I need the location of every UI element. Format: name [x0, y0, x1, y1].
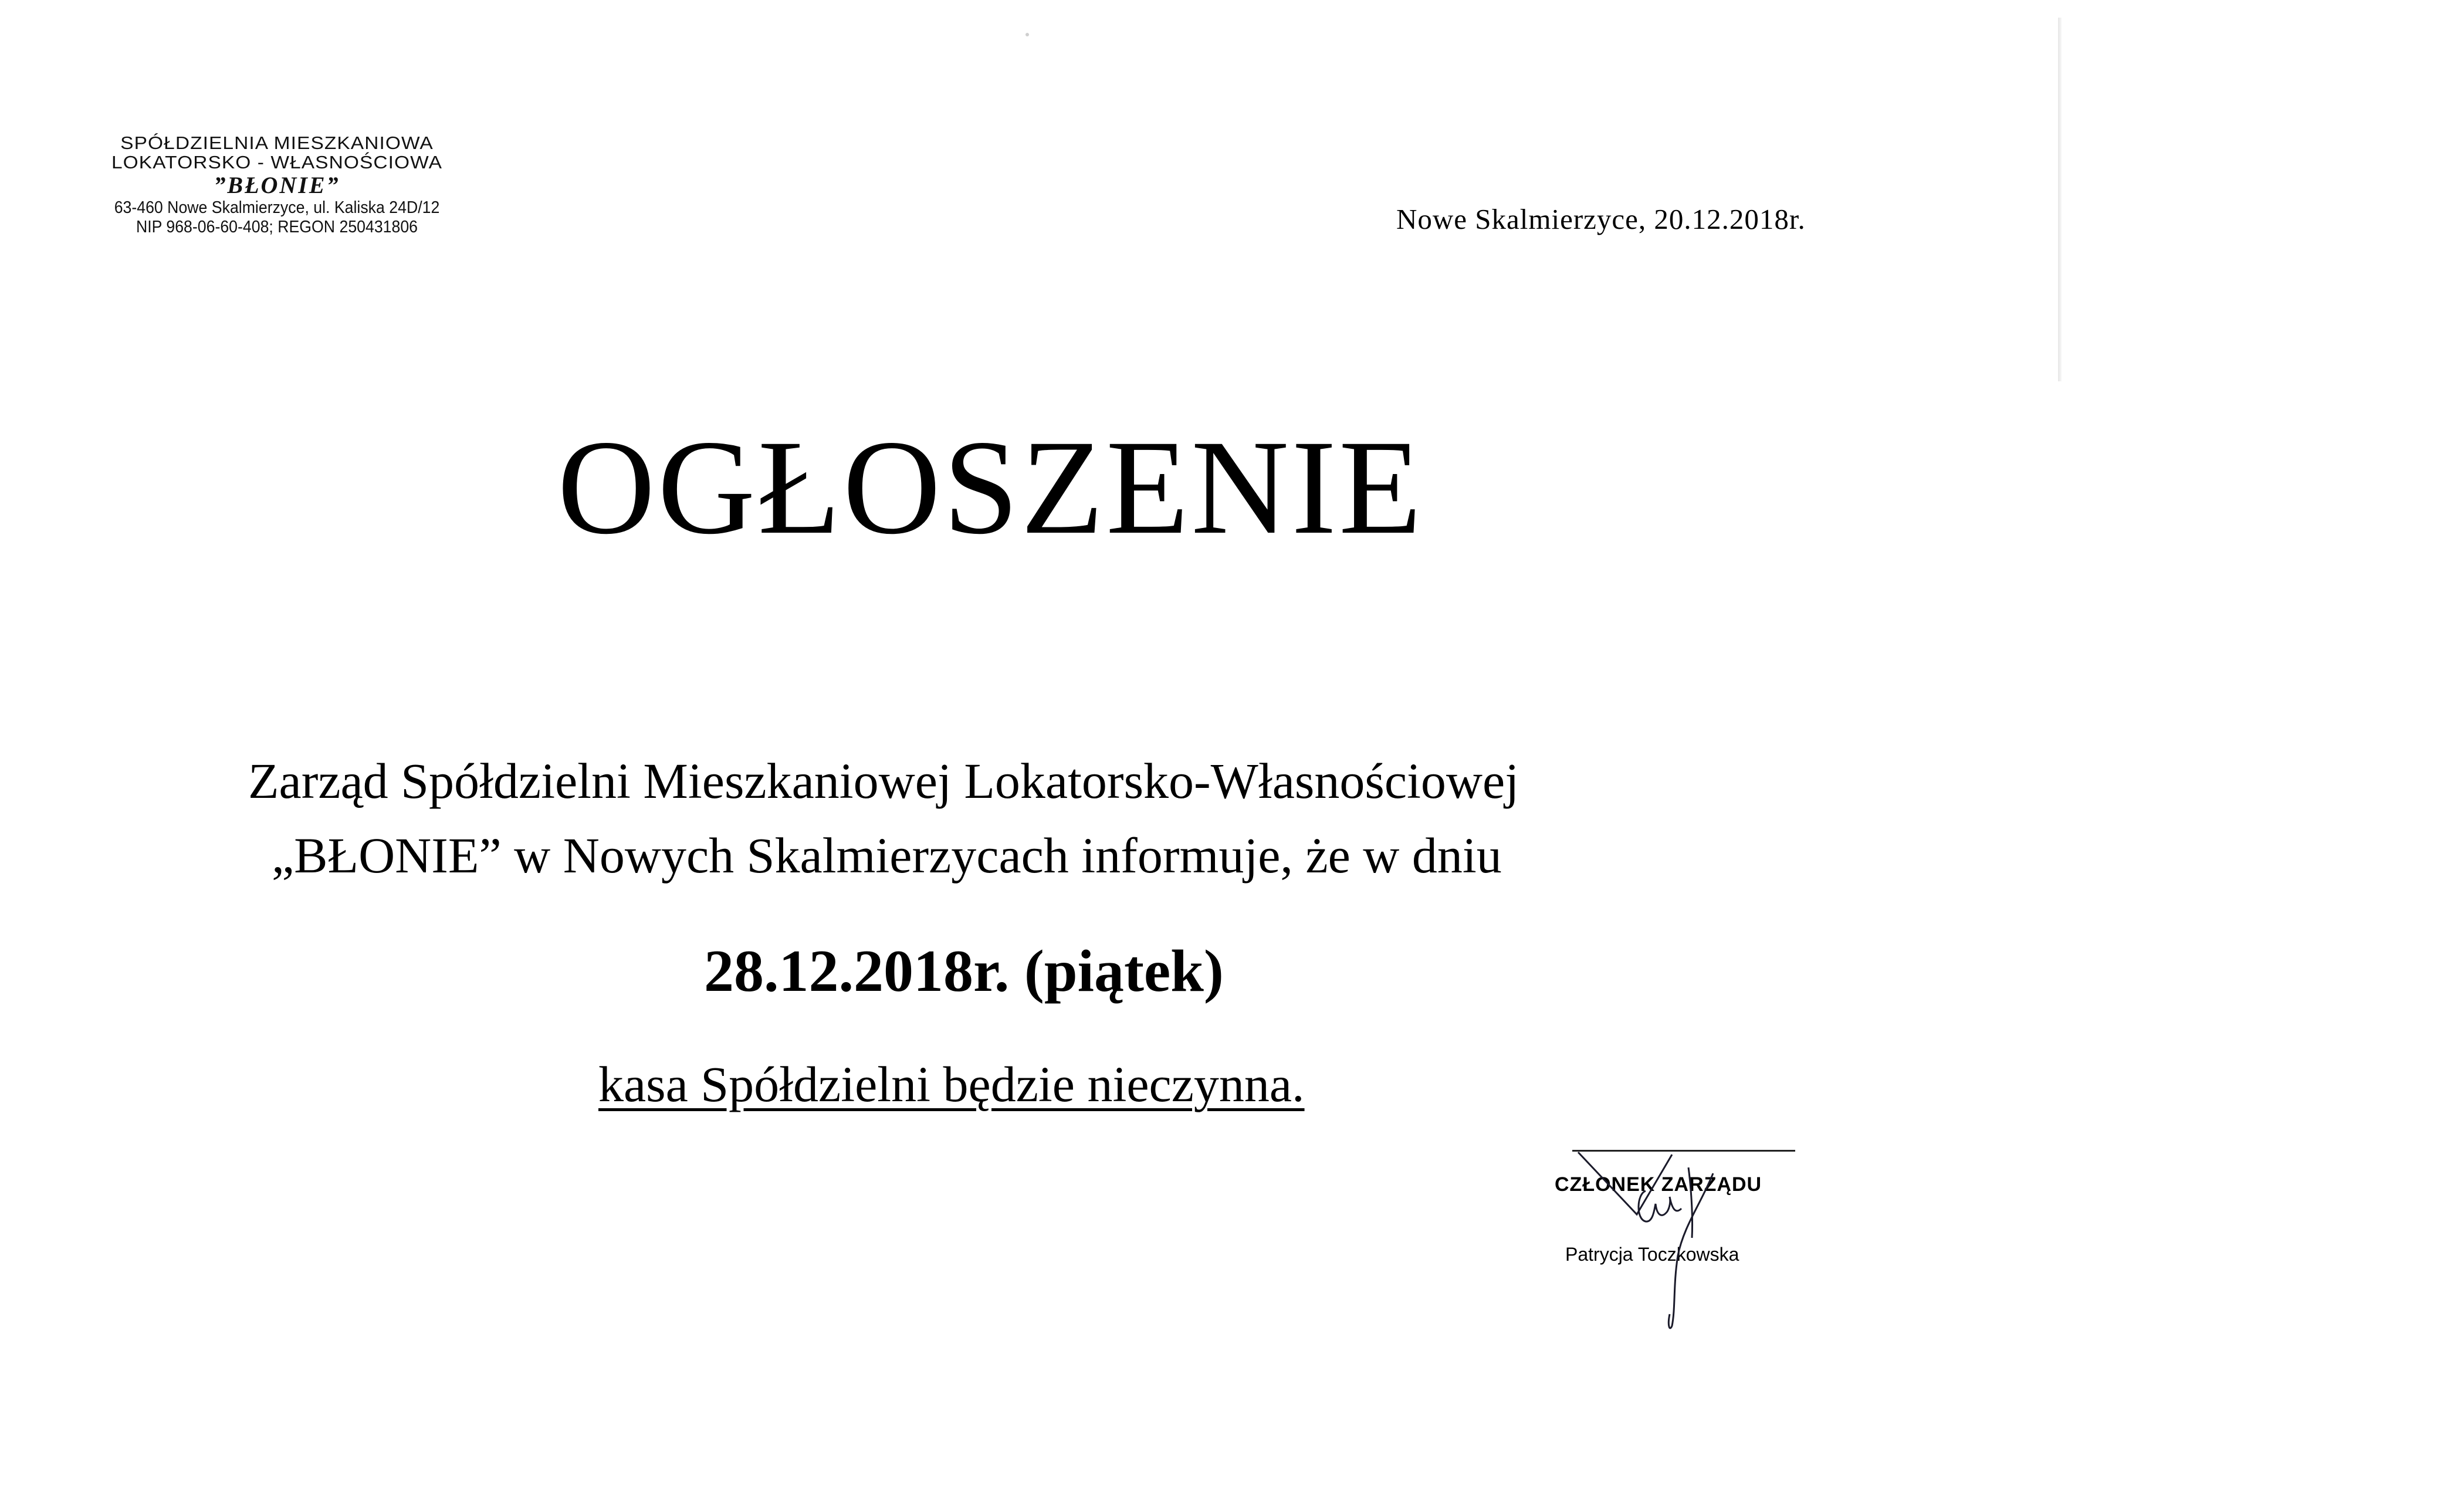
body-line-1: Zarząd Spółdzielni Mieszkaniowej Lokatorsko-Własnościowej [248, 753, 1519, 809]
stamp-address: 63-460 Nowe Skalmierzyce, ul. Kaliska 24D/12 [114, 198, 440, 218]
scan-speck [1025, 33, 1029, 36]
signatory-name: Patrycja Toczkowska [1565, 1244, 1739, 1265]
stamp-company-name: ”BŁONIE” [214, 172, 340, 199]
place-date: Nowe Skalmierzyce, 20.12.2018r. [1396, 203, 1806, 235]
stamp-line-1: SPÓŁDZIELNIA MIESZKANIOWA [120, 133, 434, 153]
company-stamp [72, 134, 482, 236]
signature-block [1537, 1150, 1819, 1338]
stamp-line-2: LOKATORSKO - WŁASNOŚCIOWA [111, 151, 442, 172]
closure-notice: kasa Spółdzielni będzie nieczynna. [598, 1056, 1305, 1112]
closure-date: 28.12.2018r. (piątek) [704, 938, 1224, 1004]
signature-title: CZŁONEK ZARZĄDU [1555, 1173, 1762, 1196]
body-line-2: „BŁONIE” w Nowych Skalmierzycach informuje, że w dniu [272, 827, 1502, 884]
signature-rule [1572, 1150, 1795, 1152]
page-edge [2058, 18, 2062, 381]
announcement-title: OGŁOSZENIE [557, 412, 1424, 562]
stamp-nip-regon: NIP 968-06-60-408; REGON 250431806 [136, 217, 418, 236]
